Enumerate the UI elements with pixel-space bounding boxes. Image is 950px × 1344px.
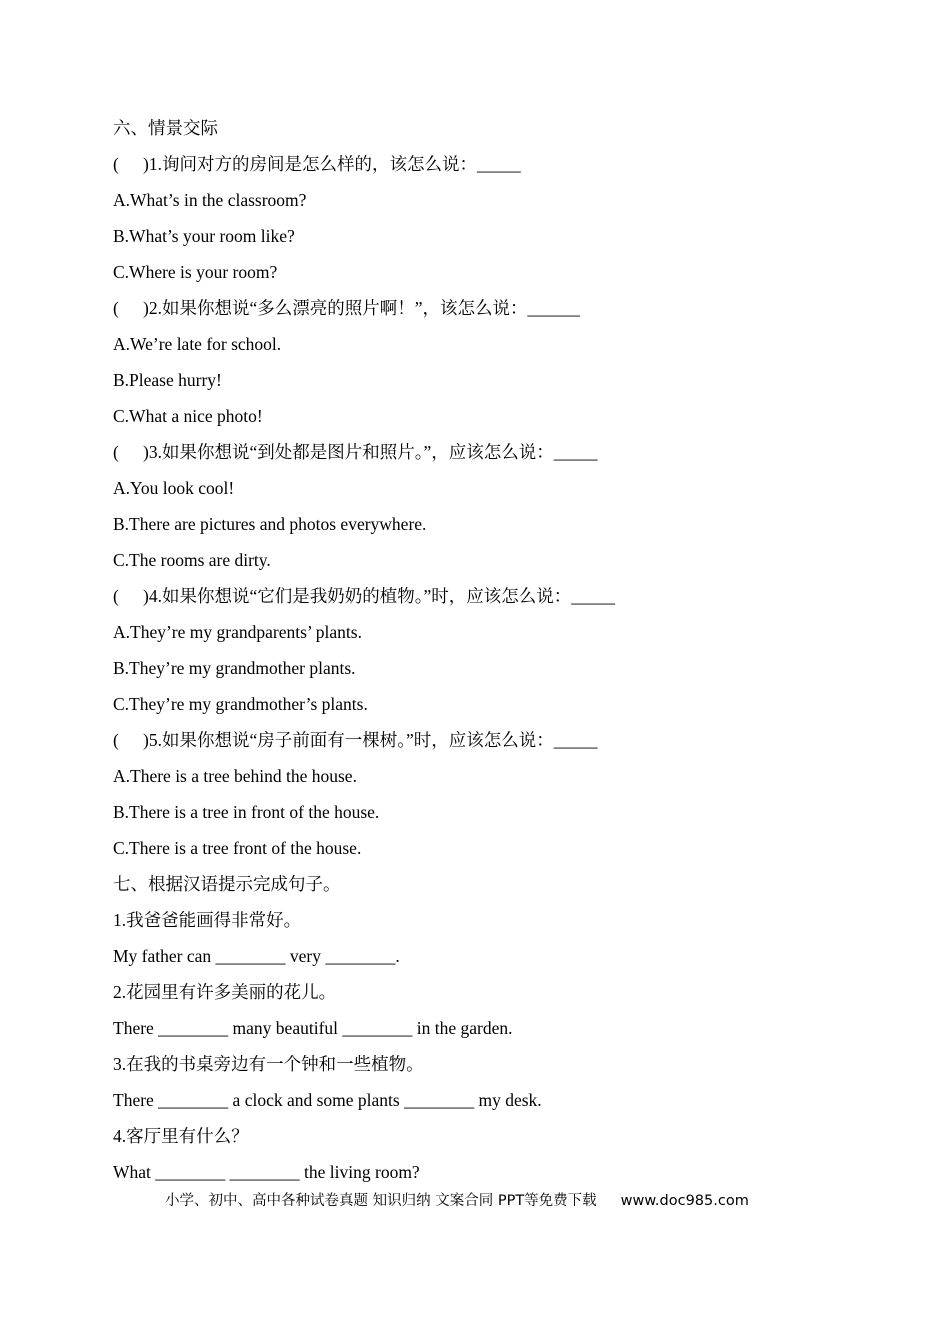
option-b: B.They’re my grandmother plants. xyxy=(113,658,356,678)
section7-heading: 七、根据汉语提示完成句子。 xyxy=(113,874,341,894)
answer-paren: ( xyxy=(113,442,119,462)
option-a: A.What’s in the classroom? xyxy=(113,190,307,210)
sentence-chinese-2: 2.花园里有许多美丽的花儿。 xyxy=(113,982,337,1002)
option-a: A.There is a tree behind the house. xyxy=(113,766,357,786)
answer-paren: ( xyxy=(113,586,119,606)
sentence-english-4: What ________ ________ the living room? xyxy=(113,1162,420,1182)
question-5 xyxy=(113,722,873,758)
sentence-chinese-1: 1.我爸爸能画得非常好。 xyxy=(113,910,302,930)
option-a: A.They’re my grandparents’ plants. xyxy=(113,622,362,642)
option-c: C.Where is your room? xyxy=(113,262,278,282)
option-a: A.You look cool! xyxy=(113,478,235,498)
option-c: C.There is a tree front of the house. xyxy=(113,838,362,858)
question-4 xyxy=(113,578,873,614)
sentence-chinese-4: 4.客厅里有什么？ xyxy=(113,1126,249,1146)
question-stem: )5.如果你想说“房子前面有一棵树。”时，应该怎么说：_____ xyxy=(143,730,598,750)
question-1 xyxy=(113,146,873,182)
option-b: B.What’s your room like? xyxy=(113,226,295,246)
worksheet-content xyxy=(113,110,873,1190)
question-stem: )1.询问对方的房间是怎么样的，该怎么说：_____ xyxy=(143,154,521,174)
answer-paren: ( xyxy=(113,298,119,318)
option-c: C.What a nice photo! xyxy=(113,406,263,426)
question-stem: )3.如果你想说“到处都是图片和照片。”，应该怎么说：_____ xyxy=(143,442,598,462)
option-b: B.Please hurry! xyxy=(113,370,222,390)
question-stem: )2.如果你想说“多么漂亮的照片啊！”，该怎么说：______ xyxy=(143,298,580,318)
footer-text: 小学、初中、高中各种试卷真题 知识归纳 文案合同 PPT等免费下载 xyxy=(165,1193,597,1209)
option-b: B.There is a tree in front of the house. xyxy=(113,802,380,822)
option-a: A.We’re late for school. xyxy=(113,334,282,354)
question-2 xyxy=(113,290,873,326)
question-3 xyxy=(113,434,873,470)
sentence-english-1: My father can ________ very ________. xyxy=(113,946,400,966)
section6-heading: 六、情景交际 xyxy=(113,118,218,138)
answer-paren: ( xyxy=(113,154,119,174)
page-footer xyxy=(165,1190,749,1212)
sentence-english-2: There ________ many beautiful ________ in the garden. xyxy=(113,1018,513,1038)
answer-paren: ( xyxy=(113,730,119,750)
sentence-chinese-3: 3.在我的书桌旁边有一个钟和一些植物。 xyxy=(113,1054,424,1074)
question-stem: )4.如果你想说“它们是我奶奶的植物。”时，应该怎么说：_____ xyxy=(143,586,615,606)
option-c: C.The rooms are dirty. xyxy=(113,550,271,570)
footer-url[interactable]: www.doc985.com xyxy=(620,1193,749,1209)
option-c: C.They’re my grandmother’s plants. xyxy=(113,694,368,714)
sentence-english-3: There ________ a clock and some plants ________ my desk. xyxy=(113,1090,542,1110)
option-b: B.There are pictures and photos everywhere. xyxy=(113,514,427,534)
